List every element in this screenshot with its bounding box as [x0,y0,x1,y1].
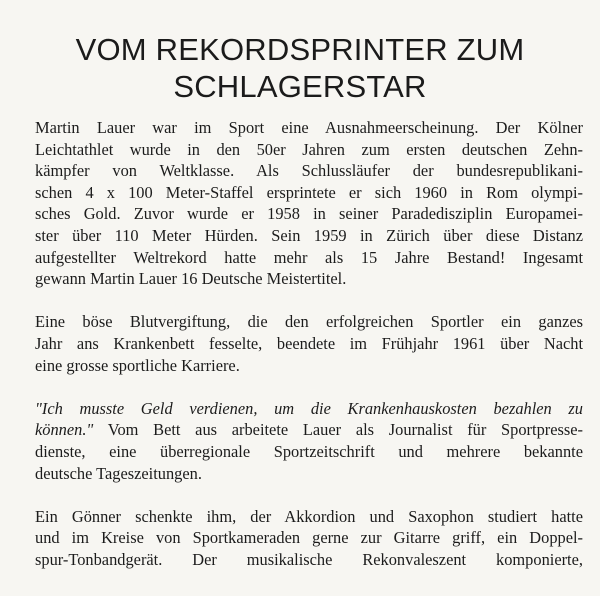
title-line-1: VOM REKORDSPRINTER ZUM [75,32,525,67]
text-line: aufgestellter Weltrekord hatte mehr als 15 Jahre Bestand! Ingesamt [35,247,583,267]
text-line: schen 4 x 100 Meter-Staffel ersprintete er sich 1960 in Rom olympi- [35,182,583,202]
paragraph-career [35,117,583,290]
text-line: ster über 110 Meter Hürden. Sein 1959 in Zürich über diese Distanz [35,225,583,245]
quote-line: "Ich musste Geld verdienen, um die Krankenhauskosten bezahlen zu [35,398,583,418]
text-line: Martin Lauer war im Sport eine Ausnahmeerscheinung. Der Kölner [35,118,583,137]
text-line [35,419,583,441]
text-line: Jahr ans Krankenbett fesselte, beendete im Frühjahr 1961 über Nacht [35,333,583,353]
text-line: sches Gold. Zuvor wurde er 1958 in seiner Paradedisziplin Europamei- [35,204,583,224]
text-line: kämpfer von Weltklasse. Als Schlussläufer der bundesrepublikani- [35,161,583,181]
text-line: und im Kreise von Sportkameraden gerne zur Gitarre griff, ein Doppel- [35,528,583,548]
paragraph-illness [35,311,583,376]
text-line: Eine böse Blutvergiftung, die den erfolgreichen Sportler ein ganzes [35,312,583,332]
quote-end: können." [35,420,94,440]
page-title [0,31,600,105]
text-fragment: Vom Bett aus arbeitete Lauer als Journalist für Sportpresse- [93,420,583,440]
article-body [35,117,583,592]
title-line-2: SCHLAGERSTAR [173,69,427,104]
text-line: eine grosse sportliche Karriere. [35,355,240,375]
text-line: Ein Gönner schenkte ihm, der Akkordion und Saxophon studiert hatte [35,506,583,526]
text-line: gewann Martin Lauer 16 Deutsche Meistertitel. [35,269,347,289]
text-line: spur-Tonbandgerät. Der musikalische Rekonvaleszent komponierte, [35,549,583,569]
paragraph-journalist [35,398,583,484]
text-line: dienste, eine überregionale Sportzeitschrift und mehrere bekannte [35,441,583,461]
text-line: Leichtathlet wurde in den 50er Jahren zum ersten deutschen Zehn- [35,139,583,159]
paragraph-music [35,506,583,571]
text-line: deutsche Tageszeitungen. [35,463,202,483]
